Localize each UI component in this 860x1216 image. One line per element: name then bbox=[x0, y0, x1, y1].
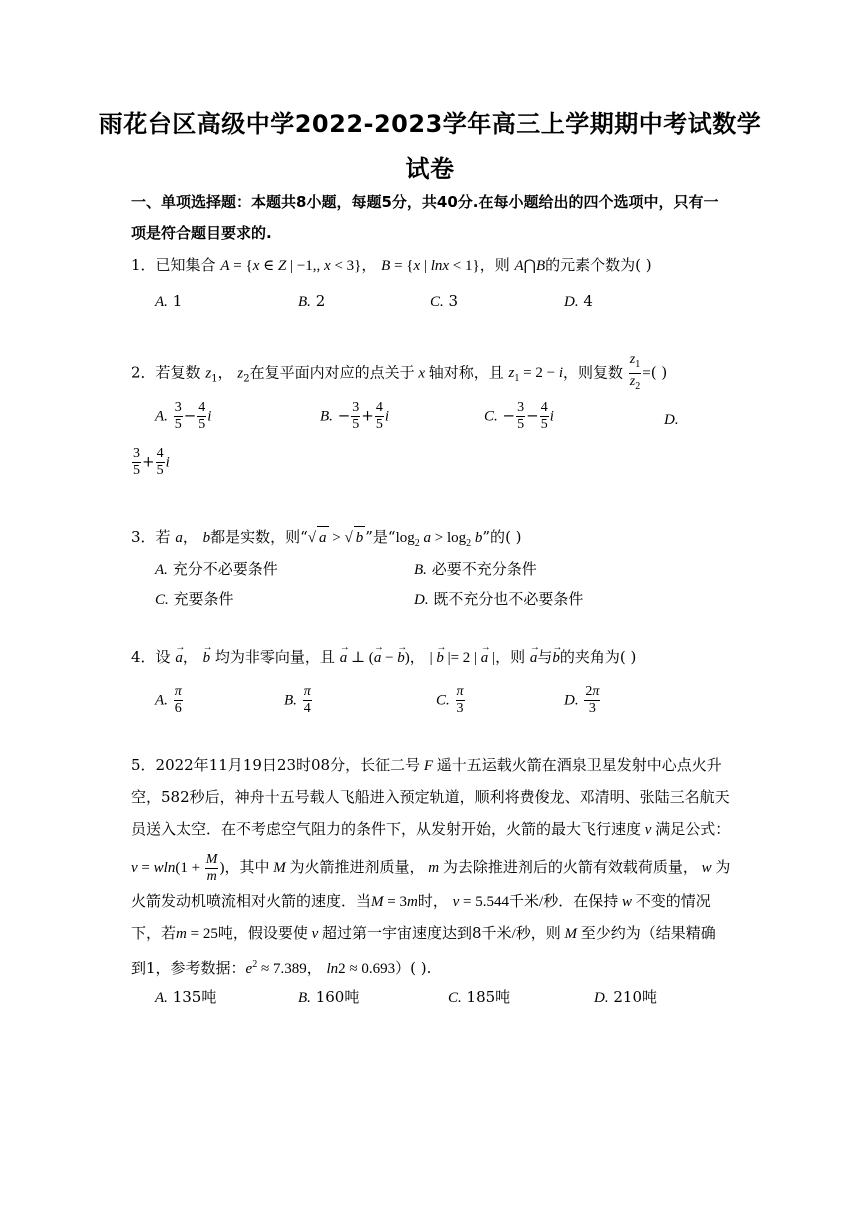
q2-option-d-value[interactable]: $\frac{3}{5}$ + $\frac{4}{5}$ i bbox=[133, 446, 170, 478]
q3-option-d[interactable]: D. 既不充分也不必要条件 bbox=[414, 590, 584, 608]
question-4: 4．设 → a， → b 均为非零向量，且 → a ⊥ (→ a − → b)， | → b |= 2 | → a |，则 → a与→ b的夹角为( ) bbox=[131, 646, 636, 669]
q3-option-c[interactable]: C. 充要条件 bbox=[155, 590, 234, 608]
q1-option-a[interactable]: A. 1 bbox=[155, 292, 183, 310]
q2-option-a[interactable]: A. $\frac{3}{5}$ − $\frac{4}{5}$ i bbox=[155, 400, 212, 432]
question-5-line5: 火箭发动机喷流相对火箭的速度．当M = 3m时， v = 5.544千米/秒．在保持 w 不变的情况 bbox=[131, 892, 711, 910]
q4-option-a[interactable]: A. $\frac{\pi}{6}$ bbox=[155, 684, 182, 716]
question-number: 3． bbox=[131, 528, 156, 546]
q5-option-b[interactable]: B. 160吨 bbox=[298, 988, 360, 1006]
set-b-formula: B = {x | lnx < 1} bbox=[381, 258, 480, 274]
q2-option-c[interactable]: C. − $\frac{3}{5}$ − $\frac{4}{5}$ i bbox=[484, 400, 554, 432]
q2-option-b[interactable]: B. − $\frac{3}{5}$ + $\frac{4}{5}$ i bbox=[320, 400, 390, 432]
question-5-line1: 5．2022年11月19日23时08分，长征二号 F 遥十五运载火箭在酒泉卫星发射中心点火升 bbox=[131, 756, 722, 774]
q4-option-b[interactable]: B. $\frac{\pi}{4}$ bbox=[284, 684, 311, 716]
q2-option-d[interactable]: D. bbox=[664, 412, 679, 428]
question-number: 1． bbox=[131, 256, 156, 274]
question-5-line7: 到1，参考数据：$e^2 \approx 7.389$， ln2 ≈ 0.693）( ). bbox=[131, 959, 432, 977]
question-number: 5． bbox=[131, 756, 156, 774]
intersection-formula: A⋂B bbox=[514, 258, 546, 274]
exam-title-line1: 雨花台区高级中学2022-2023学年高三上学期期中考试数学 bbox=[98, 110, 762, 138]
question-5-line4: v = wln(1 + $\frac{M}{m}$ )，其中 M 为火箭推进剂质量， m 为去除推进剂后的火箭有效载荷质量， w 为 bbox=[131, 852, 731, 884]
answer-paren: ( ) bbox=[635, 256, 652, 274]
q1-option-b[interactable]: B. 2 bbox=[298, 292, 326, 310]
q1-option-c[interactable]: C. 3 bbox=[430, 292, 459, 310]
q3-option-b[interactable]: B. 必要不充分条件 bbox=[414, 560, 537, 578]
q5-option-c[interactable]: C. 185吨 bbox=[448, 988, 511, 1006]
q4-option-d[interactable]: D. $\frac{2\pi}{3}$ bbox=[564, 684, 600, 716]
q5-option-d[interactable]: D. 210吨 bbox=[594, 988, 658, 1006]
q3-option-a[interactable]: A. 充分不必要条件 bbox=[155, 560, 278, 578]
question-5-line3: 员送入太空．在不考虑空气阻力的条件下，从发射开始，火箭的最大飞行速度 v 满足公式： bbox=[131, 820, 731, 838]
q4-option-c[interactable]: C. $\frac{\pi}{3}$ bbox=[436, 684, 464, 716]
question-number: 2． bbox=[131, 363, 156, 382]
exam-title-line2: 试卷 bbox=[405, 155, 455, 183]
question-5-line6: 下，若m = 25吨，假设要使 v 超过第一宇宙速度达到8千米/秒，则 M 至少约为（结果精确 bbox=[131, 924, 716, 942]
question-2: 2．若复数 $z_1$， $z_2$在复平面内对应的点关于 x 轴对称，且 $z_1 = 2 - i$，则复数 $\frac{z_1}{z_2}$ =( ) bbox=[131, 352, 668, 392]
question-5-line2: 空，582秒后，神舟十五号载人飞船进入预定轨道，顺利将费俊龙、邓清明、张陆三名航天 bbox=[131, 788, 730, 806]
q1-option-d[interactable]: D. 4 bbox=[564, 292, 593, 310]
question-1: 1．已知集合 A = {x ∈ Z | −1,, x < 3}， B = {x | lnx < 1}，则 A⋂B的元素个数为( ) bbox=[131, 256, 652, 274]
q5-option-a[interactable]: A. 135吨 bbox=[155, 988, 217, 1006]
set-a-formula: A = {x ∈ Z | −1,, x < 3} bbox=[220, 258, 362, 274]
question-number: 4． bbox=[131, 648, 156, 666]
section-heading: 一、单项选择题：本题共8小题，每题5分，共40分.在每小题给出的四个选项中，只有一项是符合题目要求的. bbox=[131, 193, 719, 242]
question-3: 3．若 a， b都是实数，则“√ a > √ b ”是“$\log_2$ $a > \log_2 b$”的( ) bbox=[131, 528, 522, 549]
